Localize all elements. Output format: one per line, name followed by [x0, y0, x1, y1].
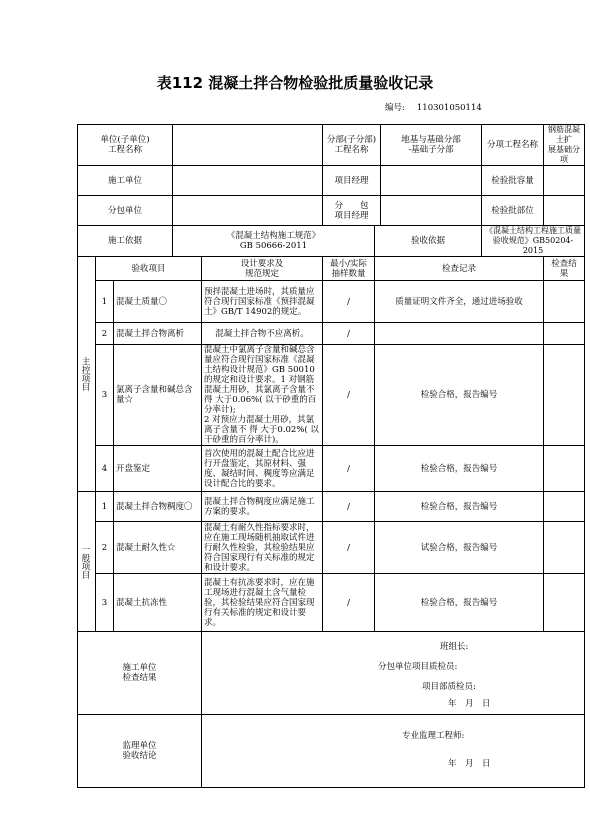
row-result[interactable] — [544, 574, 585, 632]
acceptance-record-table — [77, 124, 585, 788]
constructor-label: 施工单位 — [78, 166, 173, 196]
row-req: 混凝土中氯离子含量和碱总含量应符合现行国家标准《混凝土结构设计规范》GB 50010的规定和设计要求。1 对钢筋混凝土用砂，其氯离子含量不得 大于0.06%( 以干砂重的百分率计); 2 对预应力混凝土用砂，其氯离子含量不 得 大于0.02%( 以干砂重的百分率计)。 — [202, 345, 323, 446]
sub-pm-value[interactable] — [381, 196, 482, 226]
row-no: 1 — [96, 281, 114, 323]
row-record[interactable]: 检验合格，报告编号 — [375, 446, 544, 492]
pm-label: 项目经理 — [323, 166, 381, 196]
div-label: 分部(子分部) 工程名称 — [323, 125, 381, 166]
sub-label: 分包单位 — [78, 196, 173, 226]
row-item: 开盘鉴定 — [114, 446, 202, 492]
supervisor-check-row — [78, 715, 585, 788]
table-row — [78, 574, 585, 632]
main-group-label: 主控项目 — [80, 357, 90, 391]
row-req: 混凝土有抗冻要求时，应在施工现场进行混凝土含气量检验，其检验结果应符合国家现行有关标准的规定和设计要求。 — [202, 574, 323, 632]
item-value[interactable]: 钢筋混凝土扩 展基础分项 — [544, 125, 585, 166]
supervisor-check-area[interactable] — [202, 715, 585, 788]
leader-label: 班组长: — [440, 642, 469, 652]
row-req: 首次使用的混凝土配合比应进行开盘鉴定，其原材料、强度、凝结时间、稠度等应满足设计配合比的要求。 — [202, 446, 323, 492]
constructor-check-row — [78, 632, 585, 715]
part-value[interactable] — [544, 196, 585, 226]
doc-no-label: 编号: — [385, 103, 405, 113]
row-record[interactable]: 试验合格，报告编号 — [375, 522, 544, 574]
row-min: / — [323, 323, 375, 345]
basis-value: 《混凝土结构施工规范》 GB 50666-2011 — [173, 226, 375, 257]
part-label: 检验批部位 — [482, 196, 544, 226]
row-min: / — [323, 574, 375, 632]
row-no: 2 — [96, 522, 114, 574]
table-row — [78, 446, 585, 492]
page-title: 表112 混凝土拌合物检验批质量验收记录 — [156, 74, 434, 92]
row-result[interactable] — [544, 522, 585, 574]
main-group-cell — [78, 257, 96, 492]
row-result[interactable] — [544, 492, 585, 522]
row-min: / — [323, 345, 375, 446]
row-record[interactable]: 质量证明文件齐全，通过进场验收 — [375, 281, 544, 323]
row-item: 混凝土抗冻性 — [114, 574, 202, 632]
row-item: 混凝土耐久性☆ — [114, 522, 202, 574]
row-item: 混凝土质量〇 — [114, 281, 202, 323]
row-req: 混凝土拌合物不应离析。 — [202, 323, 323, 345]
row-item: 混凝土拌合物离析 — [114, 323, 202, 345]
row-record[interactable]: 检验合格，报告编号 — [375, 345, 544, 446]
capacity-label: 检验批容量 — [482, 166, 544, 196]
basis-label: 施工依据 — [78, 226, 173, 257]
col-item: 验收项目 — [96, 257, 202, 281]
sub-inspector-label: 分包单位项目质检员: — [378, 662, 458, 672]
header-row-basis — [78, 226, 585, 257]
row-no: 4 — [96, 446, 114, 492]
header-row-subcontractor — [78, 196, 585, 226]
column-header-row — [78, 257, 585, 281]
row-min: / — [323, 492, 375, 522]
row-req: 混凝土拌合物稠度应满足施工方案的要求。 — [202, 492, 323, 522]
row-no: 3 — [96, 345, 114, 446]
row-no: 2 — [96, 323, 114, 345]
sub-pm-label: 分 包 项目经理 — [323, 196, 381, 226]
col-record: 检查记录 — [375, 257, 544, 281]
unit-label: 单位(子单位) 工程名称 — [78, 125, 173, 166]
acc-basis-value: 《混凝土结构工程施工质量 验收规范》GB50204-2015 — [482, 226, 585, 257]
row-min: / — [323, 446, 375, 492]
constructor-value[interactable] — [173, 166, 323, 196]
supervisor-check-label: 监理单位 验收结论 — [78, 715, 202, 788]
table-row — [78, 522, 585, 574]
constructor-check-area[interactable] — [202, 632, 585, 715]
row-result[interactable] — [544, 345, 585, 446]
row-no: 3 — [96, 574, 114, 632]
table-row — [78, 323, 585, 345]
constructor-date: 年 月 日 — [448, 699, 491, 709]
engineer-label: 专业监理工程师: — [402, 731, 465, 741]
unit-value[interactable] — [173, 125, 323, 166]
general-group-label: 一般项目 — [80, 544, 90, 579]
row-min: / — [323, 522, 375, 574]
supervisor-date: 年 月 日 — [448, 759, 491, 769]
document-number — [385, 101, 482, 113]
general-group-cell — [78, 492, 96, 632]
table-row — [78, 281, 585, 323]
table-row — [78, 345, 585, 446]
row-result[interactable] — [544, 323, 585, 345]
doc-no-value: 110301050114 — [416, 103, 482, 113]
table-row — [78, 492, 585, 522]
sub-value[interactable] — [173, 196, 323, 226]
col-result: 检查结 果 — [544, 257, 585, 281]
row-result[interactable] — [544, 446, 585, 492]
row-record[interactable]: 检验合格，报告编号 — [375, 492, 544, 522]
acc-basis-label: 验收依据 — [375, 226, 482, 257]
item-label: 分项工程名称 — [482, 125, 544, 166]
row-min: / — [323, 281, 375, 323]
row-req: 预拌混凝土进场时，其质量应符合现行国家标准《预拌混凝土》GB/T 14902的规定。 — [202, 281, 323, 323]
constructor-check-label: 施工单位 检查结果 — [78, 632, 202, 715]
row-no: 1 — [96, 492, 114, 522]
header-row-constructor — [78, 166, 585, 196]
row-result[interactable] — [544, 281, 585, 323]
pm-value[interactable] — [381, 166, 482, 196]
row-item: 氯离子含量和碱总含量☆ — [114, 345, 202, 446]
row-req: 混凝土有耐久性指标要求时，应在施工现场随机抽取试件进行耐久性检验，其检验结果应符合国家现行有关标准的规定和设计要求。 — [202, 522, 323, 574]
row-record[interactable] — [375, 323, 544, 345]
row-record[interactable]: 检验合格，报告编号 — [375, 574, 544, 632]
col-req: 设计要求及 规范规定 — [202, 257, 323, 281]
inspector-label: 项目部质检员: — [422, 682, 476, 692]
header-row-project — [78, 125, 585, 166]
row-item: 混凝土拌合物稠度〇 — [114, 492, 202, 522]
div-value[interactable]: 地基与基础分部 -基础子分部 — [381, 125, 482, 166]
col-min: 最小/实际 抽样数量 — [323, 257, 375, 281]
capacity-value[interactable] — [544, 166, 585, 196]
